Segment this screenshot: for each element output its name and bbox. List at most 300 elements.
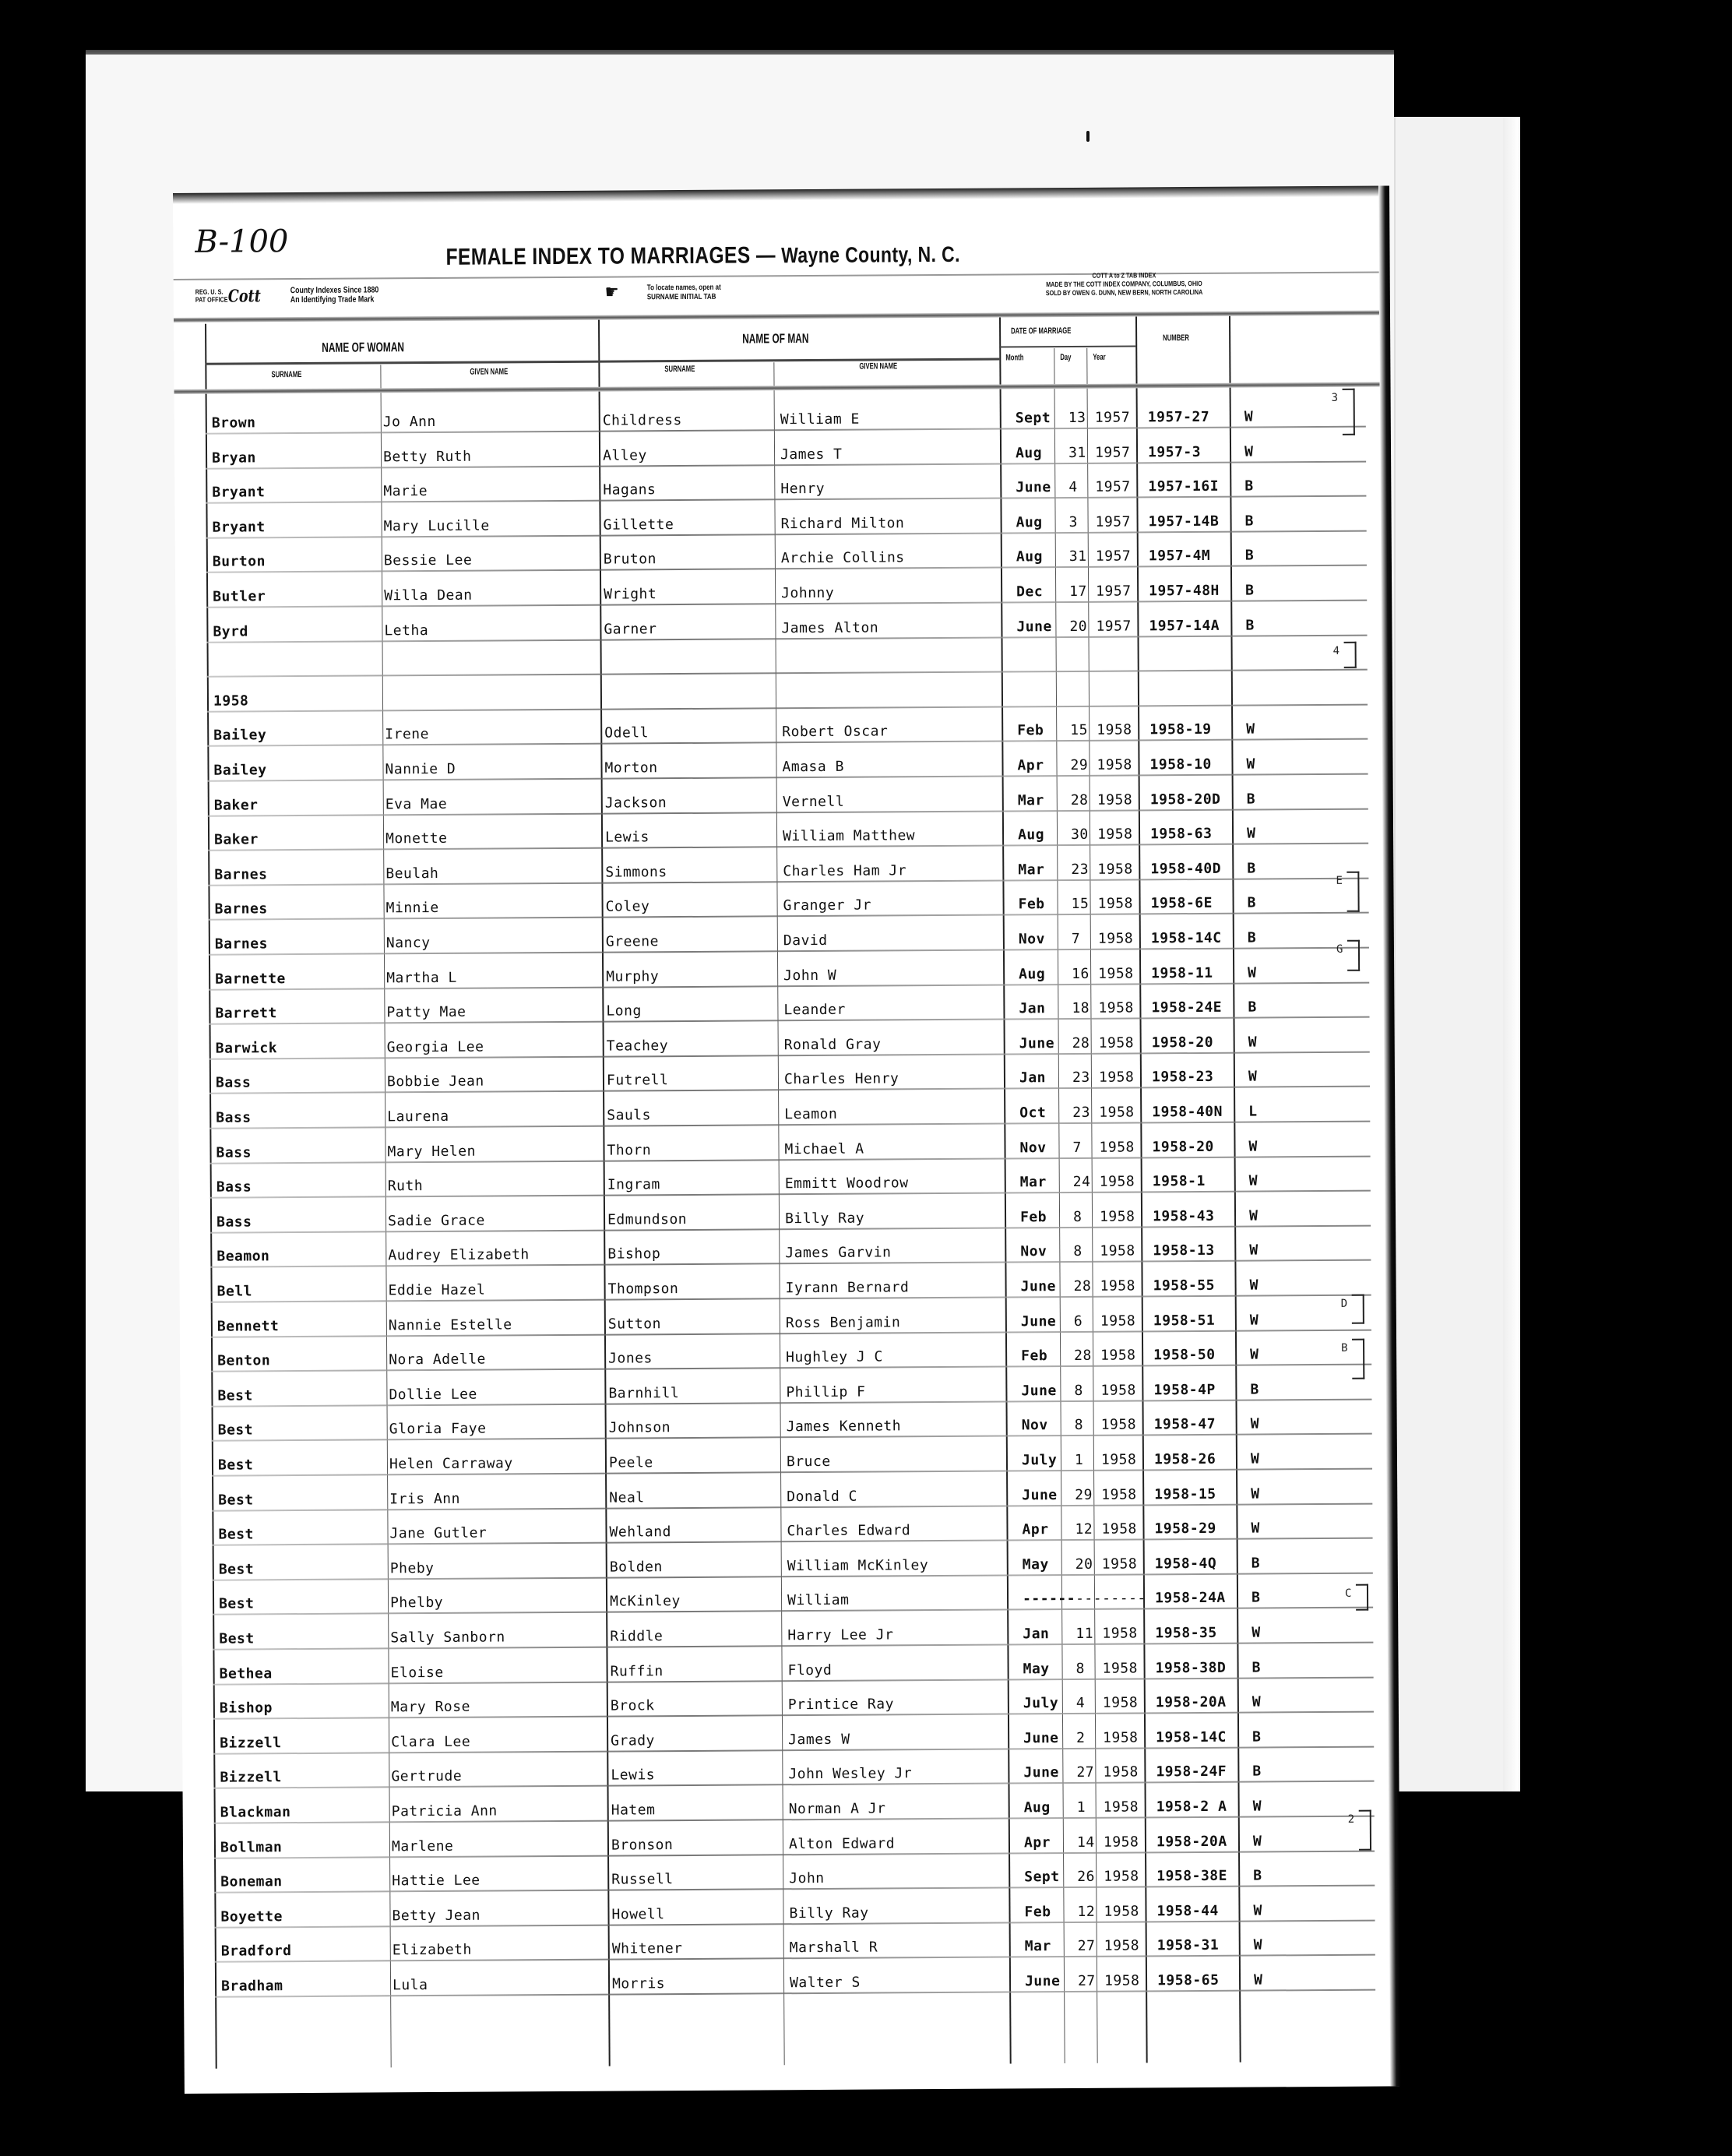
woman-surname: Bizzell xyxy=(220,1769,282,1787)
license-number: 1958-35 xyxy=(1155,1624,1217,1642)
marriage-month: June xyxy=(1022,1486,1058,1503)
man-given-name: John xyxy=(789,1870,825,1887)
marriage-year: 1958 xyxy=(1097,721,1132,739)
marriage-year: 1958 xyxy=(1104,1868,1139,1885)
marriage-year: 1958 xyxy=(1104,1937,1140,1955)
marriage-month: July xyxy=(1023,1695,1059,1712)
man-given-name: Ronald Gray xyxy=(783,1036,882,1054)
woman-given-name: Nannie Estelle xyxy=(388,1316,512,1333)
man-given-name: Norman A Jr xyxy=(788,1800,886,1818)
woman-surname: Baker xyxy=(214,831,259,848)
marriage-month: Aug xyxy=(1017,826,1045,844)
man-given-name: Billy Ray xyxy=(789,1904,869,1922)
race-code: W xyxy=(1244,408,1254,425)
marriage-month: Aug xyxy=(1015,444,1043,461)
license-number: 1957-14A xyxy=(1149,617,1220,634)
man-given-name: Phillip F xyxy=(786,1383,866,1401)
woman-surname: Bass xyxy=(216,1109,252,1126)
header-name-of-man: NAME OF MAN xyxy=(742,331,809,347)
header-month: Month xyxy=(1005,353,1024,363)
marriage-day: --- xyxy=(1075,1591,1103,1608)
marriage-month: Aug xyxy=(1019,965,1046,982)
race-code: B xyxy=(1251,1589,1261,1606)
man-given-name: William McKinley xyxy=(787,1556,929,1575)
man-surname: Neal xyxy=(609,1488,645,1506)
marriage-month: Nov xyxy=(1020,1243,1047,1260)
scan-speck xyxy=(1086,131,1090,142)
marriage-year: 1958 xyxy=(1100,1347,1136,1364)
race-code: W xyxy=(1249,1242,1259,1259)
trade-line-2: An Identifying Trade Mark xyxy=(290,294,375,305)
header-year: Year xyxy=(1093,352,1106,362)
man-surname: Thompson xyxy=(607,1281,679,1298)
marriage-year: 1958 xyxy=(1102,1694,1139,1711)
marriage-month: Jan xyxy=(1019,1069,1047,1087)
man-given-name: Charles Ham Jr xyxy=(783,862,907,880)
race-code: W xyxy=(1251,1485,1260,1503)
woman-given-name: Hattie Lee xyxy=(392,1872,481,1890)
man-surname: Garner xyxy=(604,620,657,638)
marriage-month: Nov xyxy=(1019,1139,1047,1156)
race-code: W xyxy=(1250,1415,1260,1432)
race-code: W xyxy=(1253,1902,1262,1919)
license-number: 1958-26 xyxy=(1153,1450,1216,1468)
marriage-year: 1958 xyxy=(1100,1382,1136,1399)
marriage-day: 11 xyxy=(1075,1625,1094,1642)
woman-surname: Barnette xyxy=(215,970,286,988)
man-surname: Murphy xyxy=(606,967,660,985)
marriage-month: Mar xyxy=(1017,791,1044,808)
man-given-name: William xyxy=(787,1592,850,1609)
woman-surname: Bethea xyxy=(219,1665,273,1682)
man-given-name: James Garvin xyxy=(785,1244,892,1262)
woman-given-name: Georgia Lee xyxy=(386,1038,484,1056)
man-given-name: Richard Milton xyxy=(780,515,905,533)
woman-given-name: Nancy xyxy=(385,934,431,952)
man-surname: Long xyxy=(606,1002,642,1020)
license-number: 1958-63 xyxy=(1149,826,1213,843)
woman-given-name: Gertrude xyxy=(391,1768,463,1785)
marriage-year: 1958 xyxy=(1099,1173,1135,1190)
marriage-day: 12 xyxy=(1077,1903,1096,1920)
race-code: W xyxy=(1249,1312,1259,1329)
table-row xyxy=(215,1958,1375,1999)
race-code: W xyxy=(1244,443,1254,460)
marriage-month: Mar xyxy=(1018,861,1045,879)
marriage-day: 7 xyxy=(1072,1139,1082,1156)
man-surname: Childress xyxy=(602,412,682,429)
marriage-year: 1957 xyxy=(1094,409,1131,426)
race-code: B xyxy=(1246,791,1256,808)
license-number: 1958-31 xyxy=(1156,1937,1220,1954)
woman-given-name: Nannie D xyxy=(385,760,456,778)
man-given-name: James W xyxy=(788,1731,850,1749)
section-year-label: 1958 xyxy=(213,692,249,710)
woman-given-name: Iris Ann xyxy=(389,1490,461,1507)
header-top-rule xyxy=(174,311,1379,322)
back-right-card xyxy=(1394,117,1520,1791)
race-code: B xyxy=(1245,582,1255,599)
man-surname: Bronson xyxy=(611,1836,674,1854)
header-day: Day xyxy=(1060,352,1072,363)
header-woman-surname: SURNAME xyxy=(271,369,302,380)
marriage-day: 8 xyxy=(1073,1243,1082,1260)
marriage-year: 1958 xyxy=(1099,1104,1135,1121)
marriage-day: 26 xyxy=(1077,1868,1095,1886)
race-code: B xyxy=(1251,1555,1261,1572)
man-given-name: Johnny xyxy=(781,584,835,602)
locate-line-1: To locate names, open at xyxy=(646,283,721,293)
woman-surname: Bennett xyxy=(216,1317,280,1335)
license-number: 1958-38E xyxy=(1156,1867,1227,1885)
man-given-name: Amasa B xyxy=(782,758,844,776)
woman-given-name: Sally Sanborn xyxy=(390,1629,505,1647)
woman-given-name: Audrey Elizabeth xyxy=(388,1246,530,1264)
race-code: B xyxy=(1247,894,1257,911)
header-woman-given: GIVEN NAME xyxy=(470,367,509,377)
marriage-day: 29 xyxy=(1070,756,1089,773)
woman-given-name: Jo Ann xyxy=(382,413,436,431)
woman-given-name: Martha L xyxy=(386,969,457,986)
marriage-month: Feb xyxy=(1017,722,1044,739)
woman-surname: Blackman xyxy=(220,1804,291,1821)
race-code: B xyxy=(1247,929,1257,946)
marriage-year: 1958 xyxy=(1100,1312,1136,1330)
woman-given-name: Minnie xyxy=(385,900,439,917)
marriage-year: 1958 xyxy=(1103,1763,1139,1781)
marriage-day: 20 xyxy=(1069,618,1088,635)
man-surname: Greene xyxy=(605,933,659,950)
race-code: B xyxy=(1244,547,1255,564)
woman-surname: Butler xyxy=(213,588,266,605)
back-right-card-shade xyxy=(1503,117,1519,1791)
pointing-hand-icon: ☛ xyxy=(605,280,618,305)
marriage-day: 1 xyxy=(1074,1451,1084,1468)
marriage-day: 28 xyxy=(1072,1034,1090,1052)
license-number: 1958-15 xyxy=(1154,1485,1216,1503)
marriage-year: 1958 xyxy=(1101,1486,1137,1503)
license-number: 1958-20A xyxy=(1156,1833,1227,1850)
race-code: B xyxy=(1245,617,1255,634)
man-surname: Ruffin xyxy=(610,1662,664,1680)
man-given-name: Ross Benjamin xyxy=(785,1313,901,1331)
license-number: 1958-4P xyxy=(1153,1381,1216,1399)
man-surname: Lewis xyxy=(611,1767,656,1784)
marriage-year: 1958 xyxy=(1104,1972,1140,1989)
man-surname: Alley xyxy=(603,446,647,464)
woman-surname: Benton xyxy=(217,1352,271,1369)
man-surname: Riddle xyxy=(610,1628,664,1645)
marriage-day: 8 xyxy=(1074,1382,1083,1399)
license-number: 1958-24F xyxy=(1156,1763,1227,1781)
marriage-year: 1958 xyxy=(1097,791,1133,808)
woman-given-name: Betty Ruth xyxy=(383,448,472,465)
marriage-day: 12 xyxy=(1075,1521,1093,1538)
race-code: W xyxy=(1253,1971,1263,1989)
title-county: Wayne County, N. C. xyxy=(781,241,960,268)
man-given-name: John W xyxy=(783,967,837,984)
license-number: 1957-27 xyxy=(1147,408,1210,426)
marriage-month: June xyxy=(1019,1034,1055,1052)
license-number: 1958-6E xyxy=(1150,895,1213,912)
woman-surname: Byrd xyxy=(213,623,248,640)
woman-given-name: Sadie Grace xyxy=(388,1212,485,1230)
license-number: 1958-10 xyxy=(1149,756,1212,773)
marriage-year: ----- xyxy=(1101,1590,1146,1608)
woman-surname: Boyette xyxy=(220,1908,283,1925)
marriage-year: 1958 xyxy=(1100,1451,1137,1468)
woman-given-name: Letha xyxy=(384,622,429,639)
woman-given-name: Eva Mae xyxy=(385,795,448,812)
index-page xyxy=(173,185,1399,2093)
woman-surname: Best xyxy=(218,1526,254,1543)
marriage-month: Jan xyxy=(1019,1000,1046,1017)
woman-surname: Bryant xyxy=(212,484,266,501)
woman-surname: Bass xyxy=(216,1144,252,1161)
marriage-year: 1958 xyxy=(1102,1660,1139,1677)
woman-given-name: Laurena xyxy=(387,1108,449,1126)
cott-logo: Cott xyxy=(227,286,261,307)
woman-surname: Best xyxy=(218,1491,254,1509)
woman-given-name: Dollie Lee xyxy=(389,1386,477,1404)
man-given-name: William E xyxy=(780,410,860,428)
man-surname: Coley xyxy=(605,898,650,916)
man-surname: Odell xyxy=(604,724,649,742)
race-code: W xyxy=(1251,1624,1261,1641)
license-number: 1958-20 xyxy=(1152,1138,1214,1155)
license-number: 1958-55 xyxy=(1153,1277,1216,1295)
woman-given-name: Clara Lee xyxy=(391,1733,471,1751)
maker-imprint xyxy=(1046,271,1203,298)
man-given-name: William Matthew xyxy=(782,827,916,845)
header-date-of-marriage: DATE OF MARRIAGE xyxy=(1011,326,1072,336)
marriage-year: 1958 xyxy=(1097,861,1133,878)
race-code: W xyxy=(1252,1798,1262,1815)
man-given-name: Harry Lee Jr xyxy=(787,1626,894,1644)
man-surname: Wehland xyxy=(609,1524,671,1541)
marriage-day: 28 xyxy=(1074,1348,1092,1365)
woman-surname: Barrett xyxy=(215,1005,277,1022)
marriage-year: 1958 xyxy=(1097,895,1134,913)
marriage-day: 23 xyxy=(1072,1104,1090,1121)
marriage-day: 15 xyxy=(1071,896,1090,913)
marriage-day: 2 xyxy=(1076,1729,1086,1746)
race-code: W xyxy=(1246,825,1256,842)
race-code: W xyxy=(1249,1277,1259,1294)
header-name-of-woman: NAME OF WOMAN xyxy=(322,340,405,355)
woman-given-name: Pheby xyxy=(389,1559,435,1577)
woman-surname: Bradford xyxy=(220,1943,292,1960)
race-code: W xyxy=(1251,1693,1262,1710)
marriage-day: 7 xyxy=(1071,930,1081,947)
man-surname: Morris xyxy=(611,1975,666,1992)
marriage-year: 1957 xyxy=(1095,478,1131,495)
woman-surname: Boneman xyxy=(220,1873,283,1890)
marriage-day: 31 xyxy=(1068,444,1086,461)
license-number: 1957-3 xyxy=(1147,443,1202,460)
man-given-name: Emmitt Woodrow xyxy=(784,1175,909,1192)
woman-surname: Bailey xyxy=(213,727,267,745)
woman-surname: Best xyxy=(217,1387,253,1404)
maker-line-2: MADE BY THE COTT INDEX COMPANY, COLUMBUS, OHIO xyxy=(1046,279,1202,289)
man-given-name: Robert Oscar xyxy=(782,723,889,741)
man-surname: Edmundson xyxy=(607,1210,688,1228)
locate-instructions xyxy=(647,284,721,303)
license-number: 1958-1 xyxy=(1152,1173,1206,1190)
woman-surname: Baker xyxy=(213,796,259,814)
marriage-month: Dec xyxy=(1016,583,1044,601)
license-number: 1957-48H xyxy=(1149,582,1220,600)
marriage-day: 23 xyxy=(1072,1069,1090,1087)
marriage-month: June xyxy=(1024,1973,1061,1990)
woman-given-name: Mary Rose xyxy=(390,1698,470,1716)
marriage-month: Jan xyxy=(1023,1626,1050,1643)
man-given-name: Leamon xyxy=(784,1105,838,1123)
woman-surname: Best xyxy=(218,1561,255,1578)
race-code: W xyxy=(1252,1833,1262,1850)
woman-given-name: Bessie Lee xyxy=(383,552,473,569)
marriage-day: 4 xyxy=(1068,479,1078,496)
title-dash: — xyxy=(755,242,776,269)
marriage-day: 27 xyxy=(1076,1764,1095,1781)
marriage-year: 1958 xyxy=(1103,1729,1139,1746)
woman-given-name: Jane Gutler xyxy=(389,1524,488,1542)
license-number: 1958-14C xyxy=(1156,1728,1227,1746)
marriage-year: 1958 xyxy=(1099,1208,1135,1225)
license-number: 1958-29 xyxy=(1154,1520,1216,1538)
woman-surname: Burton xyxy=(212,553,266,571)
license-number: 1958-47 xyxy=(1153,1416,1216,1433)
woman-given-name: Mary Helen xyxy=(387,1143,476,1160)
race-code: B xyxy=(1250,1381,1259,1398)
woman-given-name: Eloise xyxy=(390,1664,444,1681)
marriage-day: 1 xyxy=(1076,1798,1086,1816)
marriage-year: 1957 xyxy=(1095,548,1132,565)
marriage-month: Apr xyxy=(1023,1834,1051,1851)
marriage-day: 8 xyxy=(1074,1417,1084,1434)
man-given-name: David xyxy=(783,932,828,949)
marriage-year: 1957 xyxy=(1096,618,1132,635)
man-surname: Morton xyxy=(604,759,658,777)
woman-given-name: Elizabeth xyxy=(392,1942,472,1959)
marriage-month: ------ xyxy=(1022,1591,1076,1608)
marriage-day: 23 xyxy=(1071,861,1090,878)
race-code: B xyxy=(1253,1867,1262,1884)
marriage-day: 3 xyxy=(1068,513,1079,530)
woman-surname: Bass xyxy=(215,1074,252,1092)
license-number: 1958-11 xyxy=(1151,964,1213,981)
race-code: B xyxy=(1244,477,1254,495)
maker-line-3: SOLD BY OWEN G. DUNN, NEW BERN, NORTH CAROLINA xyxy=(1045,287,1203,298)
woman-surname: Bryant xyxy=(212,519,266,536)
license-number: 1958-40N xyxy=(1152,1103,1223,1121)
man-given-name: Marshall R xyxy=(789,1939,878,1957)
marriage-year: 1957 xyxy=(1096,583,1132,600)
man-surname: Johnson xyxy=(608,1419,671,1437)
man-surname: Futrell xyxy=(606,1072,669,1090)
marriage-year: 1958 xyxy=(1100,1277,1136,1295)
marriage-year: 1958 xyxy=(1103,1798,1139,1816)
license-number: 1958-50 xyxy=(1153,1347,1216,1364)
man-surname: Hatem xyxy=(611,1802,656,1819)
man-given-name: Henry xyxy=(780,481,826,498)
registration-mark xyxy=(195,288,228,304)
woman-given-name: Patricia Ann xyxy=(391,1802,498,1820)
license-number: 1958-13 xyxy=(1153,1242,1215,1259)
man-given-name: Donald C xyxy=(787,1488,858,1505)
marriage-month: June xyxy=(1023,1729,1059,1747)
man-surname: McKinley xyxy=(609,1593,681,1610)
man-surname: Jones xyxy=(608,1350,653,1367)
marriage-month: Nov xyxy=(1018,931,1045,948)
license-number: 1958-20D xyxy=(1149,791,1221,808)
license-number: 1958-20 xyxy=(1151,1034,1214,1052)
marriage-month: Apr xyxy=(1022,1521,1049,1538)
trade-mark-text xyxy=(290,285,379,305)
license-number: 1958-24A xyxy=(1154,1590,1226,1607)
woman-surname: Beamon xyxy=(216,1248,270,1266)
trade-line-1: County Indexes Since 1880 xyxy=(290,285,379,296)
man-given-name: Hughley J C xyxy=(786,1348,883,1366)
license-number: 1958-38D xyxy=(1155,1659,1227,1676)
marriage-year: 1958 xyxy=(1098,965,1134,982)
man-given-name: Archie Collins xyxy=(780,549,905,567)
man-given-name: Charles Henry xyxy=(783,1070,899,1088)
marriage-year: 1958 xyxy=(1101,1555,1138,1573)
marriage-month: June xyxy=(1020,1278,1057,1295)
race-code: W xyxy=(1250,1450,1260,1467)
marriage-month: June xyxy=(1020,1312,1057,1330)
marriage-year: 1958 xyxy=(1097,756,1132,773)
license-number: 1958-65 xyxy=(1156,1971,1220,1989)
locate-line-2: SURNAME INITIAL TAB xyxy=(646,292,716,302)
marriage-year: 1958 xyxy=(1097,930,1134,947)
race-code: W xyxy=(1248,1138,1258,1155)
man-given-name: Printice Ray xyxy=(787,1696,894,1714)
marriage-month: Mar xyxy=(1024,1938,1051,1955)
marriage-day: 31 xyxy=(1068,548,1087,565)
man-surname: Brock xyxy=(610,1697,655,1714)
man-surname: Bishop xyxy=(607,1245,661,1263)
marriage-day: 13 xyxy=(1068,409,1086,426)
marriage-day: 18 xyxy=(1072,1000,1090,1017)
index-tab-mark: 4 xyxy=(1344,642,1357,668)
woman-surname: Best xyxy=(219,1595,255,1613)
marriage-year: 1958 xyxy=(1099,1139,1135,1156)
race-code: W xyxy=(1248,1207,1259,1224)
man-given-name: Vernell xyxy=(782,793,845,810)
marriage-day: 17 xyxy=(1069,583,1087,600)
woman-surname: Barwick xyxy=(215,1039,278,1057)
woman-given-name: Lula xyxy=(392,1977,428,1994)
marriage-month: Mar xyxy=(1019,1174,1047,1191)
woman-given-name: Marie xyxy=(383,483,428,500)
license-number: 1957-14B xyxy=(1148,513,1220,530)
marriage-year: 1958 xyxy=(1101,1520,1137,1538)
marriage-year: 1957 xyxy=(1095,513,1132,530)
race-code: W xyxy=(1246,720,1255,738)
license-number: 1958-24E xyxy=(1151,999,1223,1016)
man-surname: Lewis xyxy=(604,829,650,846)
marriage-day: 27 xyxy=(1077,1938,1096,1955)
marriage-year: 1958 xyxy=(1098,999,1134,1016)
marriage-day: 8 xyxy=(1072,1208,1082,1225)
man-given-name: Floyd xyxy=(787,1661,833,1679)
marriage-month: July xyxy=(1021,1452,1058,1469)
license-number: 1958-4Q xyxy=(1154,1555,1217,1573)
marriage-month: Sept xyxy=(1024,1869,1060,1886)
license-number: 1958-51 xyxy=(1153,1312,1216,1329)
